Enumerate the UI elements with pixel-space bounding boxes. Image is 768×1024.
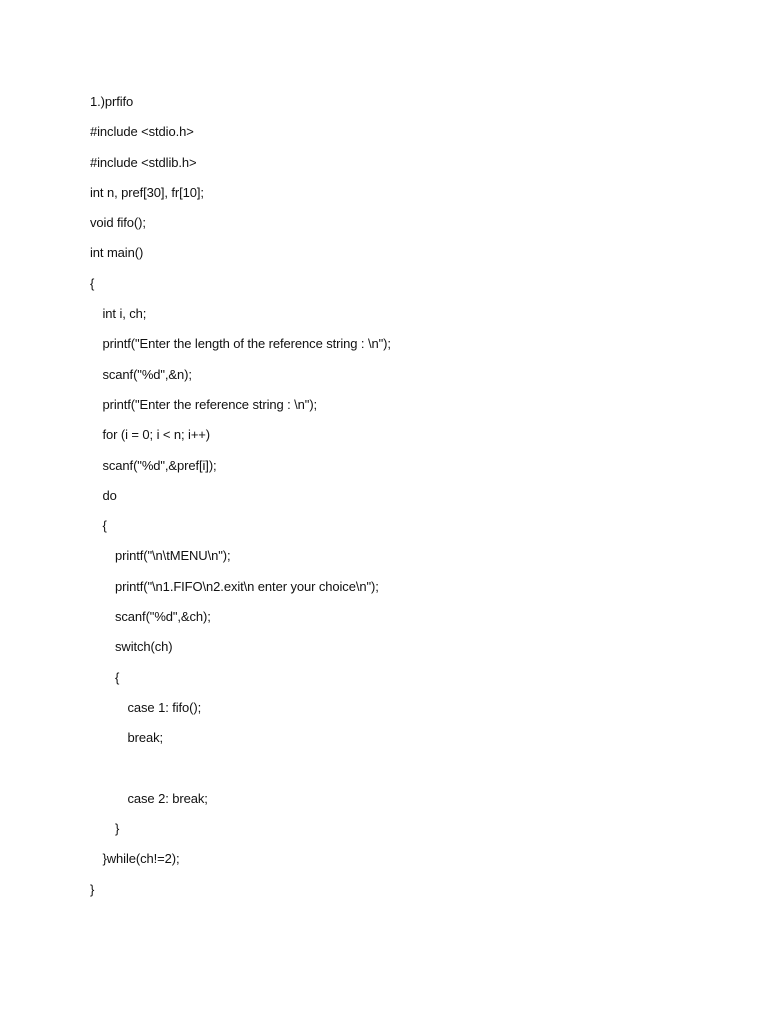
code-line: #include <stdio.h> — [90, 124, 194, 140]
code-line: int main() — [90, 245, 144, 261]
code-line: { — [102, 518, 107, 534]
code-line: } — [115, 821, 120, 837]
code-line: printf("\n1.FIFO\n2.exit\n enter your choice\n"); — [115, 578, 379, 594]
code-line: case 2: break; — [127, 790, 208, 806]
code-line: switch(ch) — [115, 639, 173, 655]
code-line: do — [102, 487, 117, 503]
code-line: #include <stdlib.h> — [90, 154, 197, 170]
code-line: scanf("%d",&ch); — [115, 609, 211, 625]
code-line: int n, pref[30], fr[10]; — [90, 184, 204, 200]
code-line: void fifo(); — [90, 215, 146, 231]
code-line: scanf("%d",&n); — [102, 366, 192, 382]
title-line: 1.)prfifo — [90, 94, 134, 109]
code-line: int i, ch; — [102, 306, 147, 322]
code-line: break; — [127, 730, 164, 746]
code-line: }while(ch!=2); — [102, 851, 180, 867]
code-line: { — [90, 275, 95, 291]
code-line: } — [90, 881, 95, 897]
code-line: for (i = 0; i < n; i++) — [102, 427, 211, 443]
code-line: case 1: fifo(); — [127, 699, 202, 715]
code-line: scanf("%d",&pref[i]); — [102, 457, 217, 473]
code-line: { — [115, 669, 120, 685]
code-line: printf("Enter the length of the reference string : \n"); — [102, 336, 391, 352]
code-line: printf("Enter the reference string : \n"); — [102, 396, 318, 412]
blank-line — [90, 758, 730, 788]
code-line: printf("\n\tMENU\n"); — [115, 548, 231, 564]
code-listing — [90, 91, 730, 909]
